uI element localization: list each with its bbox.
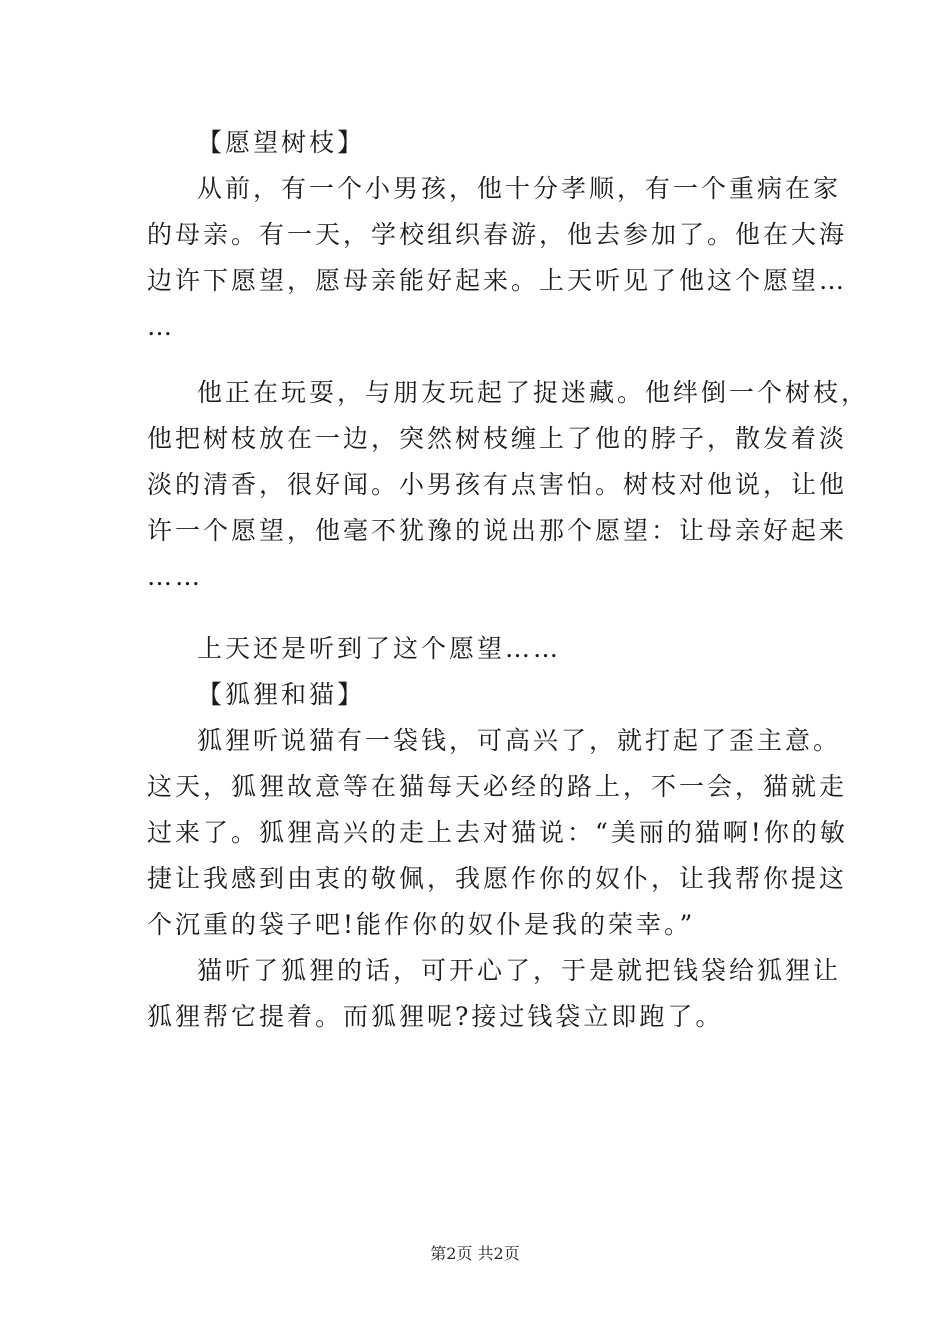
- paragraph-line: 狐狸帮它提着。而狐狸呢?接过钱袋立即跑了。: [147, 1002, 724, 1031]
- paragraph-line: 他正在玩耍，与朋友玩起了捉迷藏。他绊倒一个树枝，: [197, 378, 870, 407]
- section-heading-fox-and-cat: 【狐狸和猫】: [197, 680, 366, 709]
- paragraph-line: 边许下愿望，愿母亲能好起来。上天听见了他这个愿望…: [147, 266, 848, 295]
- paragraph-4: [147, 718, 848, 948]
- paragraph-5: [147, 948, 842, 1040]
- paragraph-line: …: [147, 312, 175, 341]
- paragraph-line: 的母亲。有一天，学校组织春游，他去参加了。他在大海: [147, 220, 848, 249]
- paragraph-line: 他把树枝放在一边，突然树枝缠上了他的脖子，散发着淡: [147, 424, 848, 453]
- document-body: [147, 120, 870, 1040]
- paragraph-2: [147, 370, 870, 600]
- paragraph-3: 上天还是听到了这个愿望……: [197, 634, 562, 663]
- page-footer: 第2页 共2页: [430, 1244, 520, 1263]
- paragraph-line: 过来了。狐狸高兴的走上去对猫说：“美丽的猫啊!你的敏: [147, 818, 848, 847]
- paragraph-line: 淡的清香，很好闻。小男孩有点害怕。树枝对他说，让他: [147, 470, 848, 499]
- section-heading-wish-branch: 【愿望树枝】: [197, 128, 366, 157]
- paragraph-line: 捷让我感到由衷的敬佩，我愿作你的奴仆，让我帮你提这: [147, 864, 848, 893]
- paragraph-line: ……: [147, 562, 203, 591]
- paragraph-line: 许一个愿望，他毫不犹豫的说出那个愿望：让母亲好起来: [147, 516, 848, 545]
- paragraph-line: 从前，有一个小男孩，他十分孝顺，有一个重病在家: [197, 174, 842, 203]
- paragraph-line: 这天，狐狸故意等在猫每天必经的路上，不一会，猫就走: [147, 772, 848, 801]
- paragraph-line: 狐狸听说猫有一袋钱，可高兴了，就打起了歪主意。: [197, 726, 842, 755]
- paragraph-1: [147, 166, 848, 350]
- paragraph-line: 个沉重的袋子吧!能作你的奴仆是我的荣幸。”: [147, 910, 696, 939]
- paragraph-line: 猫听了狐狸的话，可开心了，于是就把钱袋给狐狸让: [197, 956, 842, 985]
